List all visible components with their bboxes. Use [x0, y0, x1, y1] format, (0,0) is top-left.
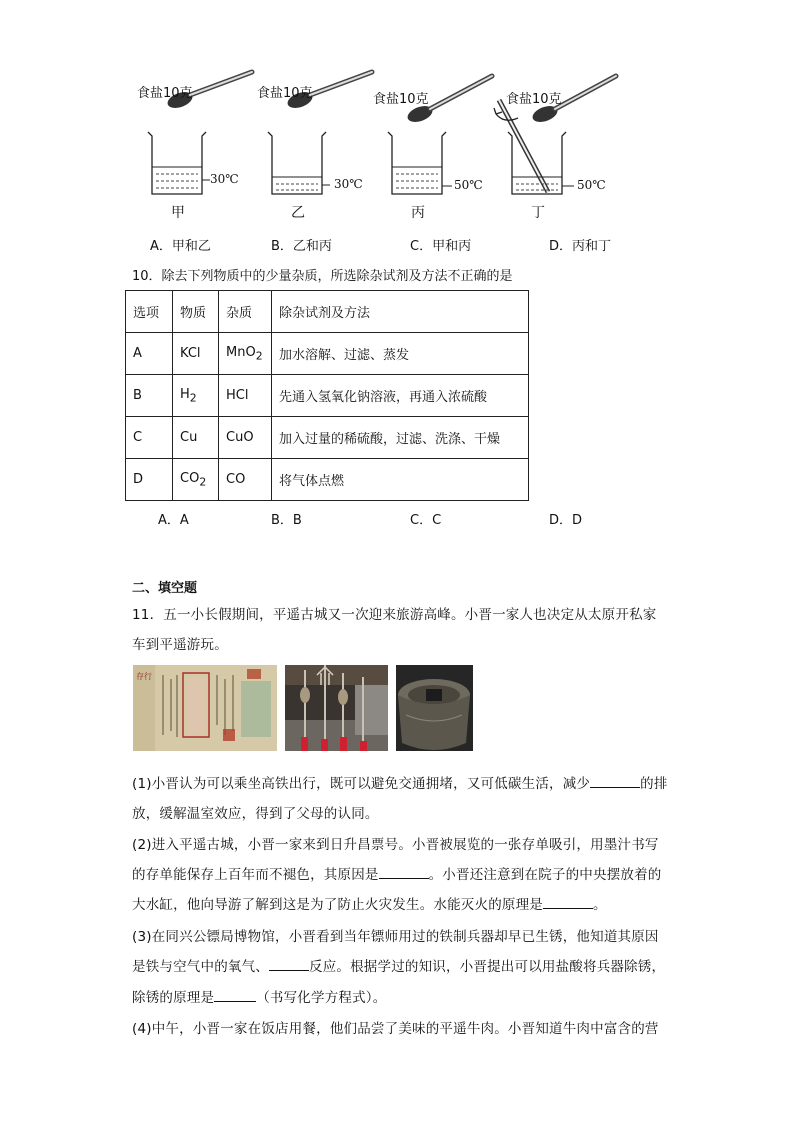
beaker-spoon-drawing	[370, 62, 510, 222]
question-10-stem: 10．除去下列物质中的少量杂质，所选除杂试剂及方法不正确的是	[132, 269, 513, 284]
deposit-slip-drawing	[133, 665, 277, 751]
cell-option: D	[126, 459, 173, 501]
cell-impurity: CO	[219, 459, 272, 501]
table-row	[126, 375, 529, 417]
formula-subscript: 2	[189, 391, 197, 405]
figure-label: 丙	[411, 205, 425, 221]
salt-label: 食盐10克	[506, 92, 562, 107]
q11-part4-line1: (4)中午，小晋一家在饭店用餐，他们品尝了美味的平遥牛肉。小晋知道牛肉中富含的营	[132, 1021, 659, 1037]
question-11-stem-line1: 11．五一小长假期间，平遥古城又一次迎来旅游高峰。小晋一家人也决定从太原开私家	[132, 607, 657, 623]
temperature-label: 30℃	[210, 172, 239, 186]
option-b[interactable]: B．乙和丙	[271, 239, 332, 254]
salt-label: 食盐10克	[137, 86, 193, 101]
table-header-row	[126, 291, 529, 333]
impurity-table	[125, 290, 529, 501]
cell-method: 将气体点燃	[272, 459, 529, 501]
figure-label: 丁	[531, 205, 545, 221]
cell-option: B	[126, 375, 173, 417]
beaker-spoon-rod-drawing	[490, 62, 630, 222]
cell-substance	[173, 375, 219, 417]
water-vat-drawing	[396, 665, 473, 751]
header-method: 除杂试剂及方法	[272, 291, 529, 333]
salt-label: 食盐10克	[373, 92, 429, 107]
answer-blank[interactable]	[379, 866, 429, 879]
answer-blank[interactable]	[214, 989, 256, 1002]
option-d[interactable]: D．D	[549, 513, 583, 528]
cell-substance: KCl	[173, 333, 219, 375]
question-11-stem-line2: 车到平遥游玩。	[132, 637, 228, 653]
cell-impurity: CuO	[219, 417, 272, 459]
text: 除锈的原理是	[132, 990, 215, 1006]
q11-part1-line2: 放，缓解温室效应，得到了父母的认同。	[132, 806, 379, 822]
option-a[interactable]: A．甲和乙	[150, 239, 211, 254]
table-row	[126, 333, 529, 375]
header-impurity: 杂质	[219, 291, 272, 333]
weapons-drawing	[285, 665, 388, 751]
section-heading: 二、填空题	[132, 581, 198, 596]
temperature-label: 50℃	[454, 178, 483, 192]
text: 反应。根据学过的知识，小晋提出可以用盐酸将兵器除锈，	[309, 959, 666, 975]
q11-part3-line1: (3)在同兴公镖局博物馆，小晋看到当年镖师用过的铁制兵器却早已生锈，他知道其原因	[132, 929, 659, 945]
cell-substance: Cu	[173, 417, 219, 459]
text: (1)小晋认为可以乘坐高铁出行，既可以避免交通拥堵，又可低碳生活，减少	[132, 776, 591, 792]
cell-substance	[173, 459, 219, 501]
option-c[interactable]: C．C	[410, 513, 442, 528]
text: （书写化学方程式）。	[256, 990, 387, 1006]
cell-option: A	[126, 333, 173, 375]
q11-part1-line1	[132, 772, 668, 792]
figure-bing	[370, 62, 510, 222]
formula-main: CO	[180, 470, 200, 486]
table-row	[126, 459, 529, 501]
answer-blank[interactable]	[543, 896, 593, 909]
header-option: 选项	[126, 291, 173, 333]
figure-yi	[250, 62, 390, 222]
figure-ding	[490, 62, 630, 222]
table-row	[126, 417, 529, 459]
answer-blank[interactable]	[269, 958, 309, 971]
option-a[interactable]: A．A	[158, 513, 189, 528]
cell-method: 加水溶解、过滤、蒸发	[272, 333, 529, 375]
q11-part2-line3	[132, 893, 607, 913]
formula-main: H	[180, 386, 190, 402]
formula-subscript: 2	[199, 475, 207, 489]
text: 是铁与空气中的氧气、	[132, 959, 269, 975]
q11-part2-line2	[132, 863, 662, 883]
option-c[interactable]: C．甲和丙	[410, 239, 472, 254]
header-substance: 物质	[173, 291, 219, 333]
figure-jia	[130, 62, 270, 222]
option-b[interactable]: B．B	[271, 513, 302, 528]
figure-label: 甲	[171, 205, 185, 221]
text: 大水缸，他向导游了解到这是为了防止火灾发生。水能灭火的原理是	[132, 897, 543, 913]
text: 。小晋还注意到在院子的中央摆放着的	[428, 867, 662, 883]
salt-label: 食盐10克	[257, 86, 313, 101]
formula-subscript: 2	[255, 349, 263, 363]
temperature-label: 50℃	[577, 178, 606, 192]
cell-impurity	[219, 333, 272, 375]
cell-option: C	[126, 417, 173, 459]
temperature-label: 30℃	[334, 177, 363, 191]
option-d[interactable]: D．丙和丁	[549, 239, 612, 254]
q11-part3-line2	[132, 955, 665, 975]
deposit-slip-photo	[133, 665, 277, 751]
cell-method: 加入过量的稀硫酸，过滤、洗涤、干燥	[272, 417, 529, 459]
water-vat-photo	[396, 665, 473, 751]
cell-method: 先通入氢氧化钠溶液，再通入浓硫酸	[272, 375, 529, 417]
text: 。	[593, 897, 607, 913]
text: 的存单能保存上百年而不褪色，其原因是	[132, 867, 379, 883]
text: 的排	[640, 776, 668, 792]
weapons-photo	[285, 665, 388, 751]
formula-main: MnO	[226, 344, 256, 360]
svg-text:存行: 存行	[136, 672, 152, 681]
q11-part3-line3	[132, 986, 386, 1006]
answer-blank[interactable]	[590, 775, 640, 788]
q11-part2-line1: (2)进入平遥古城，小晋一家来到日升昌票号。小晋被展览的一张存单吸引，用墨汁书写	[132, 837, 659, 853]
figure-label: 乙	[291, 205, 305, 221]
cell-impurity: HCl	[219, 375, 272, 417]
